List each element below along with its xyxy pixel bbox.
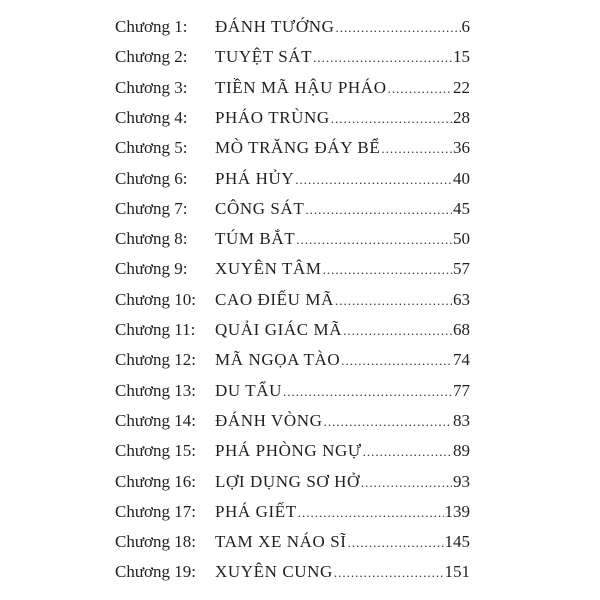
page-number: 15 <box>453 47 470 67</box>
chapter-entry <box>215 467 470 498</box>
toc-entry <box>0 254 600 284</box>
chapter-label: Chương 8: <box>115 229 188 249</box>
page-number: 89 <box>453 441 470 461</box>
chapter-entry <box>215 12 470 43</box>
page-number: 77 <box>453 380 470 400</box>
chapter-entry <box>215 73 470 104</box>
chapter-label: Chương 19: <box>115 562 197 582</box>
toc-entry <box>0 133 600 163</box>
chapter-label: Chương 15: <box>115 441 197 461</box>
chapter-title: MÃ NGỌA TÀO <box>215 350 341 370</box>
dot-leader <box>295 165 452 195</box>
chapter-title: XUYÊN CUNG <box>215 562 333 582</box>
dot-leader <box>348 528 444 558</box>
toc-entry <box>0 285 600 315</box>
chapter-entry <box>215 42 470 73</box>
chapter-title: ĐÁNH VÒNG <box>215 410 323 430</box>
chapter-title: TUYỆT SÁT <box>215 47 313 67</box>
chapter-label: Chương 7: <box>115 198 188 218</box>
chapter-title: LỢI DỤNG SƠ HỞ <box>215 471 360 491</box>
chapter-entry <box>215 406 470 437</box>
toc-entry <box>0 73 600 103</box>
page-number: 74 <box>453 350 470 370</box>
dot-leader <box>298 498 444 528</box>
page-number: 45 <box>453 198 470 218</box>
page-number: 83 <box>453 410 470 430</box>
toc-entry <box>0 527 600 557</box>
toc-entry <box>0 406 600 436</box>
chapter-entry <box>215 315 470 346</box>
chapter-label: Chương 11: <box>115 320 196 339</box>
toc-entry <box>0 224 600 254</box>
dot-leader <box>334 558 444 588</box>
chapter-label: Chương 16: <box>115 471 197 491</box>
chapter-label: Chương 2: <box>115 47 188 67</box>
chapter-entry <box>215 254 470 285</box>
dot-leader <box>335 13 460 43</box>
chapter-title: CÔNG SÁT <box>215 198 305 218</box>
dot-leader <box>363 437 452 467</box>
page-number: 151 <box>444 562 470 582</box>
dot-leader <box>296 225 452 255</box>
chapter-title: TÚM BẮT <box>215 229 296 249</box>
chapter-entry <box>215 103 470 134</box>
dot-leader <box>324 407 452 437</box>
dot-leader <box>323 255 452 285</box>
page-number: 63 <box>453 289 470 309</box>
toc-entry <box>0 194 600 224</box>
chapter-label: Chương 3: <box>115 77 188 97</box>
toc-entry <box>0 345 600 375</box>
chapter-label: Chương 4: <box>115 107 188 127</box>
dot-leader <box>361 468 452 498</box>
chapter-label: Chương 18: <box>115 532 197 552</box>
chapter-label: Chương 10: <box>115 289 197 309</box>
toc-entry <box>0 164 600 194</box>
chapter-label: Chương 13: <box>115 380 197 400</box>
dot-leader <box>335 286 452 316</box>
chapter-entry <box>215 436 470 467</box>
page-number: 139 <box>444 501 470 521</box>
page-number: 6 <box>461 17 470 36</box>
chapter-entry <box>215 497 470 528</box>
chapter-title: TIỀN MÃ HẬU PHÁO <box>215 77 387 97</box>
page-number: 57 <box>453 259 470 279</box>
chapter-entry <box>215 133 470 164</box>
dot-leader <box>343 316 452 346</box>
toc-entry <box>0 557 600 587</box>
chapter-title: PHÁ HỦY <box>215 168 295 188</box>
page-number: 68 <box>453 320 470 339</box>
page-number: 28 <box>453 107 470 127</box>
page-number: 22 <box>453 77 470 97</box>
chapter-title: XUYÊN TÂM <box>215 259 322 279</box>
chapter-title: CAO ĐIẾU MÃ <box>215 289 334 309</box>
page-number: 145 <box>444 532 470 552</box>
dot-leader <box>313 43 452 73</box>
toc-entry <box>0 12 600 42</box>
chapter-entry <box>215 285 470 316</box>
chapter-label: Chương 12: <box>115 350 197 370</box>
chapter-title: PHÁO TRÙNG <box>215 107 330 127</box>
chapter-entry <box>215 345 470 376</box>
chapter-entry <box>215 224 470 255</box>
chapter-title: DU TẨU <box>215 380 283 400</box>
chapter-title: MÒ TRĂNG ĐÁY BỂ <box>215 138 381 158</box>
dot-leader <box>388 74 452 104</box>
chapter-label: Chương 14: <box>115 410 197 430</box>
page-number: 36 <box>453 138 470 158</box>
toc-entry <box>0 315 600 345</box>
chapter-title: TAM XE NÁO SĨ <box>215 532 347 552</box>
chapter-entry <box>215 527 470 558</box>
chapter-label: Chương 1: <box>115 17 188 36</box>
chapter-label: Chương 6: <box>115 168 188 188</box>
chapter-entry <box>215 164 470 195</box>
chapter-label: Chương 9: <box>115 259 188 279</box>
chapter-title: QUẢI GIÁC MÃ <box>215 320 343 339</box>
chapter-entry <box>215 557 470 588</box>
toc-entry <box>0 497 600 527</box>
dot-leader <box>283 377 452 407</box>
chapter-label: Chương 5: <box>115 138 188 158</box>
chapter-title: PHÁ PHÒNG NGỰ <box>215 441 362 461</box>
chapter-entry <box>215 194 470 225</box>
dot-leader <box>341 346 452 376</box>
chapter-label: Chương 17: <box>115 501 197 521</box>
dot-leader <box>331 104 452 134</box>
toc-entry <box>0 42 600 72</box>
toc-entry <box>0 103 600 133</box>
toc-entry <box>0 376 600 406</box>
toc-entry <box>0 436 600 466</box>
page-number: 40 <box>453 168 470 188</box>
page-number: 50 <box>453 229 470 249</box>
toc-entry <box>0 467 600 497</box>
chapter-title: PHÁ GIẾT <box>215 501 297 521</box>
page-number: 93 <box>453 471 470 491</box>
dot-leader <box>305 195 452 225</box>
chapter-title: ĐÁNH TƯỚNG <box>215 17 335 36</box>
dot-leader <box>381 134 452 164</box>
chapter-entry <box>215 376 470 407</box>
